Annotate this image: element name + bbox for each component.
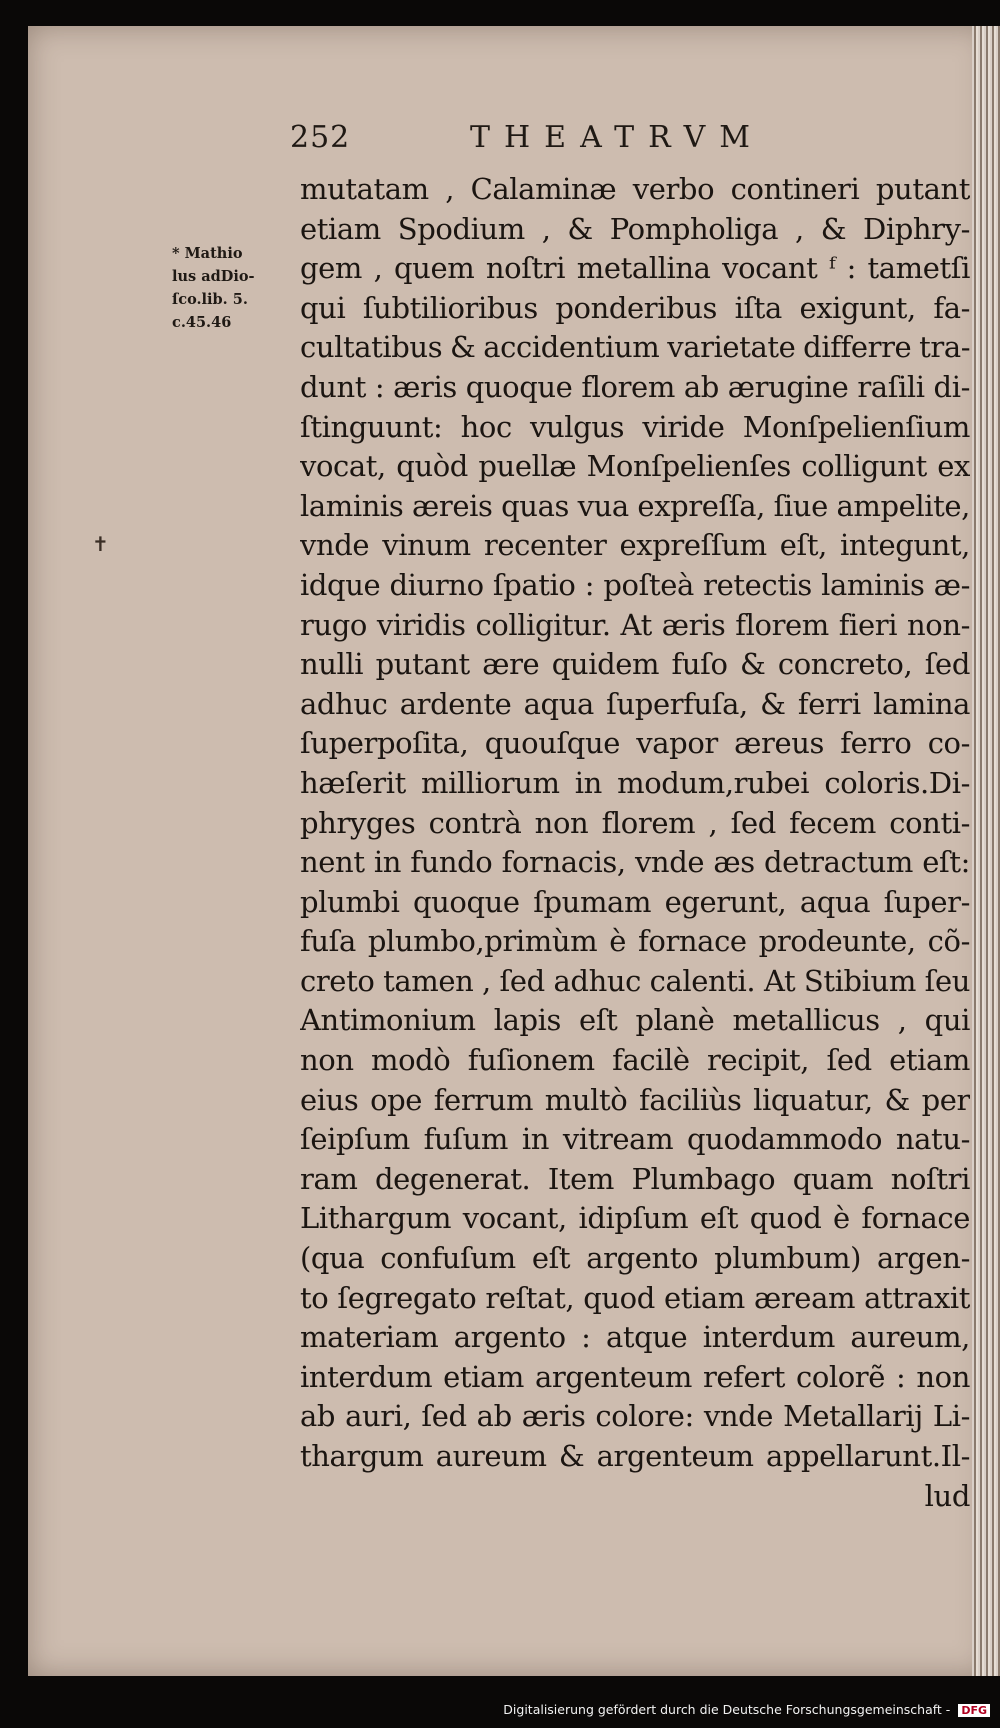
text-line: vnde vinum recenter expreſſum eſt, integunt,	[300, 528, 970, 563]
text-line: laminis æreis quas vua expreſſa, ſiue ampelite,	[300, 488, 970, 523]
page-edges	[972, 26, 1000, 1676]
text-line: Lithargum vocant, idipſum eſt quod è fornace	[300, 1201, 970, 1236]
footer-credit: Digitalisierung gefördert durch die Deutsche Forschungsgemeinschaft -	[503, 1702, 951, 1717]
text-line: ram degenerat. Item Plumbago quam noſtri	[300, 1161, 970, 1196]
text-line: eius ope ferrum multò faciliùs liquatur, & per	[300, 1082, 970, 1117]
running-title: THEATRVM	[470, 120, 765, 155]
text-line: mutatam , Calaminæ verbo contineri putant	[300, 172, 970, 206]
text-line: thargum aureum & argenteum appellarunt.Il-	[300, 1439, 970, 1473]
text-line: plumbi quoque ſpumam egerunt, aqua ſuper-	[300, 884, 970, 919]
dfg-logo: DFG	[958, 1704, 990, 1717]
text-line: ſuperpoſita, quouſque vapor æreus ferro co-	[300, 726, 970, 761]
page-header	[290, 120, 890, 160]
margin-note-line: * Mathio	[172, 245, 243, 262]
text-line: materiam argento : atque interdum aureum,	[300, 1320, 970, 1355]
body-text	[300, 170, 970, 1516]
margin-note	[172, 242, 282, 334]
text-line: nulli putant ære quidem fuſo & concreto, ſed	[300, 647, 970, 682]
text-line: dunt : æris quoque florem ab ærugine raſili di-	[300, 369, 970, 404]
text-line: ab auri, ſed ab æris colore: vnde Metallarij Li-	[300, 1399, 970, 1434]
text-line: phryges contrà non florem , ſed fecem conti-	[300, 805, 970, 840]
text-line: hæſerit milliorum in modum,rubei coloris.Di-	[300, 765, 970, 800]
text-line: nent in fundo fornacis, vnde æs detractum eſt:	[300, 845, 970, 880]
text-line: ſeipſum fuſum in vitream quodammodo natu-	[300, 1122, 970, 1157]
catchword: lud	[924, 1478, 970, 1513]
page-number: 252	[290, 120, 351, 155]
text-line: interdum etiam argenteum refert colorẽ : non	[300, 1359, 970, 1394]
text-line: etiam Spodium , & Pompholiga , & Diphry-	[300, 211, 970, 246]
text-line: cultatibus & accidentium varietate differre tra-	[300, 330, 970, 365]
text-line: (qua confuſum eſt argento plumbum) argen-	[300, 1241, 970, 1276]
margin-note-line: lus adDio-	[172, 268, 255, 285]
text-line: gem , quem noſtri metallina vocant ᶠ : tametſi	[300, 251, 970, 286]
text-line: to ſegregato reſtat, quod etiam æream attraxit	[300, 1280, 970, 1315]
text-line: qui ſubtilioribus ponderibus iſta exigunt, fa-	[300, 290, 970, 325]
margin-mark: ✝	[92, 532, 109, 556]
text-line: vocat, quòd puellæ Monſpelienſes colligunt ex	[300, 449, 970, 484]
text-line: adhuc ardente aqua ſuperfuſa, & ferri lamina	[300, 686, 970, 721]
text-line: fuſa plumbo,primùm è fornace prodeunte, cõ-	[300, 924, 970, 959]
margin-note-line: c.45.46	[172, 314, 232, 331]
margin-note-line: ſco.lib. 5.	[172, 291, 248, 308]
text-line: ſtinguunt: hoc vulgus viride Monſpelienſium	[300, 409, 970, 444]
text-line: idque diurno ſpatio : poſteà retectis laminis æ-	[300, 567, 970, 602]
text-line: rugo viridis colligitur. At æris florem fieri non-	[300, 607, 970, 642]
text-line: non modò fuſionem facilè recipit, ſed etiam	[300, 1043, 970, 1078]
text-line: Antimonium lapis eſt planè metallicus , qui	[300, 1003, 970, 1038]
text-line: creto tamen , ſed adhuc calenti. At Stibium ſeu	[300, 963, 970, 998]
footer	[0, 1702, 990, 1724]
